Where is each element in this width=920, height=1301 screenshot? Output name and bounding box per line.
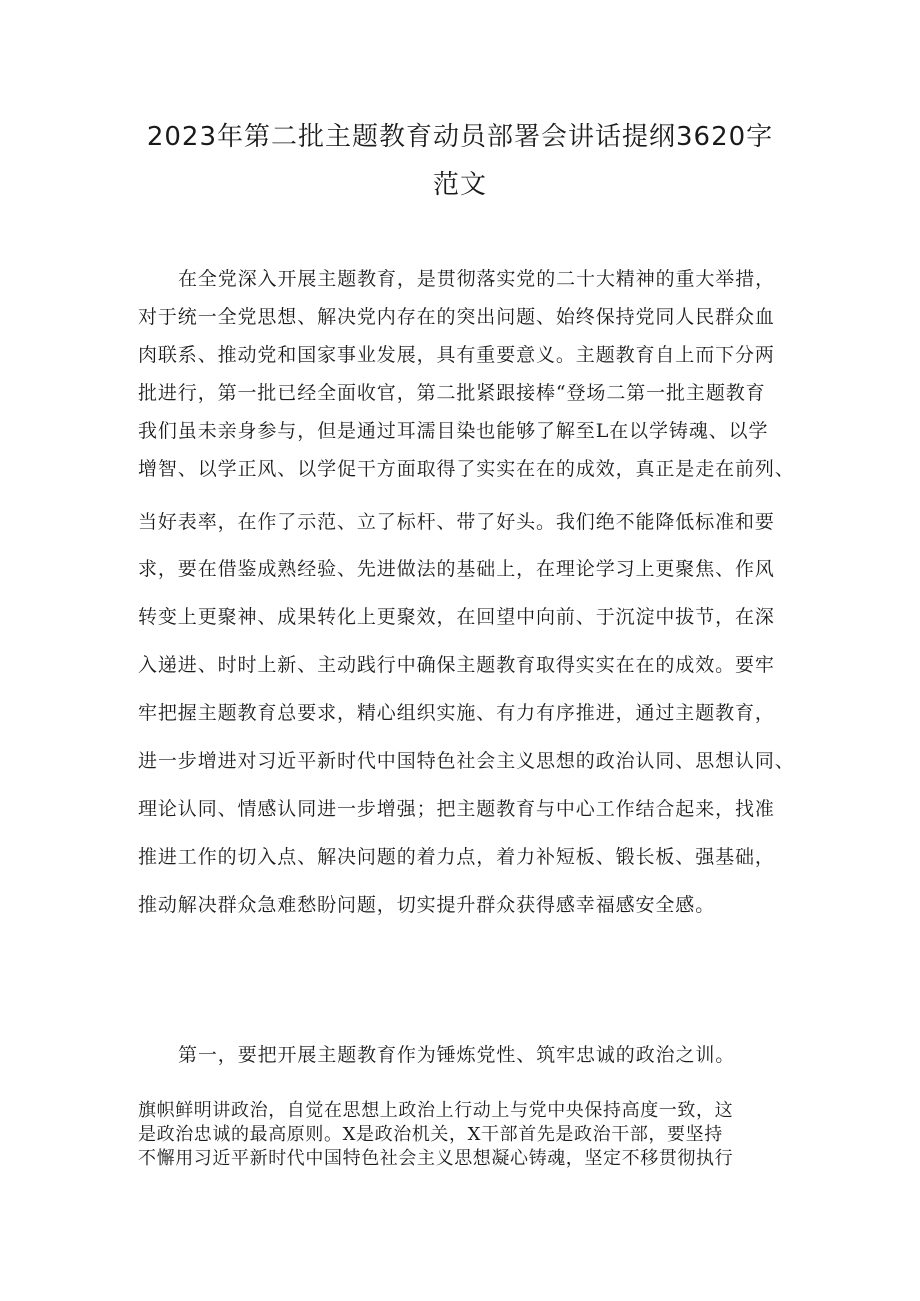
document-title-line-1: 2023年第二批主题教育动员部署会讲话提纲3620字 — [146, 122, 774, 152]
paragraph-1-line: 批进行，第一批已经全面收官，第二批紧跟接棒“登场二第一批主题教育 — [138, 382, 766, 404]
paragraph-1-line: 我们虽未亲身参与，但是通过耳濡目染也能够了解至L在以学铸魂、以学 — [138, 420, 769, 442]
paragraph-1-line: 增智、以学正风、以学促干方面取得了实实在在的成效，真正是走在前列、 — [138, 458, 795, 480]
paragraph-1-line: 进一步增进对习近平新时代中国特色社会主义思想的政治认同、思想认同、 — [138, 750, 795, 772]
paragraph-1-line: 入递进、时时上新、主动践行中确保主题教育取得实实在在的成效。要牢 — [138, 654, 775, 676]
paragraph-1-line: 对于统一全党思想、解决党内存在的突出问题、始终保持党同人民群众血 — [138, 306, 775, 328]
paragraph-1-line: 理论认同、情感认同进一步增强；把主题教育与中心工作结合起来，找准 — [138, 798, 775, 820]
paragraph-1-line: 求，要在借鉴成熟经验、先进做法的基础上，在理论学习上更聚焦、作风 — [138, 558, 775, 580]
paragraph-1-line: 肉联系、推动党和国家事业发展，具有重要意义。主题教育自上而下分两 — [138, 344, 775, 366]
document-title-line-2: 范文 — [432, 170, 487, 200]
paragraph-1-line: 牢把握主题教育总要求，精心组织实施、有力有序推进，通过主题教育， — [138, 702, 775, 724]
paragraph-2-line: 是政治忠诚的最高原则。X是政治机关，X干部首先是政治干部，要坚持 — [138, 1124, 723, 1145]
paragraph-1-line: 推进工作的切入点、解决问题的着力点，着力补短板、锻长板、强基础， — [138, 846, 775, 868]
section-heading-1: 第一，要把开展主题教育作为锤炼党性、筑牢忠诚的政治之训。 — [178, 1044, 736, 1066]
paragraph-2-line: 旗帜鲜明讲政治，自觉在思想上政治上行动上与党中央保持高度一致，这 — [138, 1100, 734, 1121]
paragraph-1-line: 推动解决群众急难愁盼问题，切实提升群众获得感幸福感安全感。 — [138, 894, 716, 916]
paragraph-1-line: 转变上更聚神、成果转化上更聚效，在回望中向前、于沉淀中拔节，在深 — [138, 606, 775, 628]
paragraph-1-line: 当好表率，在作了示范、立了标杆、带了好头。我们绝不能降低标准和要 — [138, 511, 775, 533]
paragraph-1-line: 在全党深入开展主题教育，是贯彻落实党的二十大精神的重大举措， — [178, 268, 776, 290]
paragraph-2-line: 不懈用习近平新时代中国特色社会主义思想凝心铸魂，坚定不移贯彻执行 — [138, 1148, 734, 1169]
